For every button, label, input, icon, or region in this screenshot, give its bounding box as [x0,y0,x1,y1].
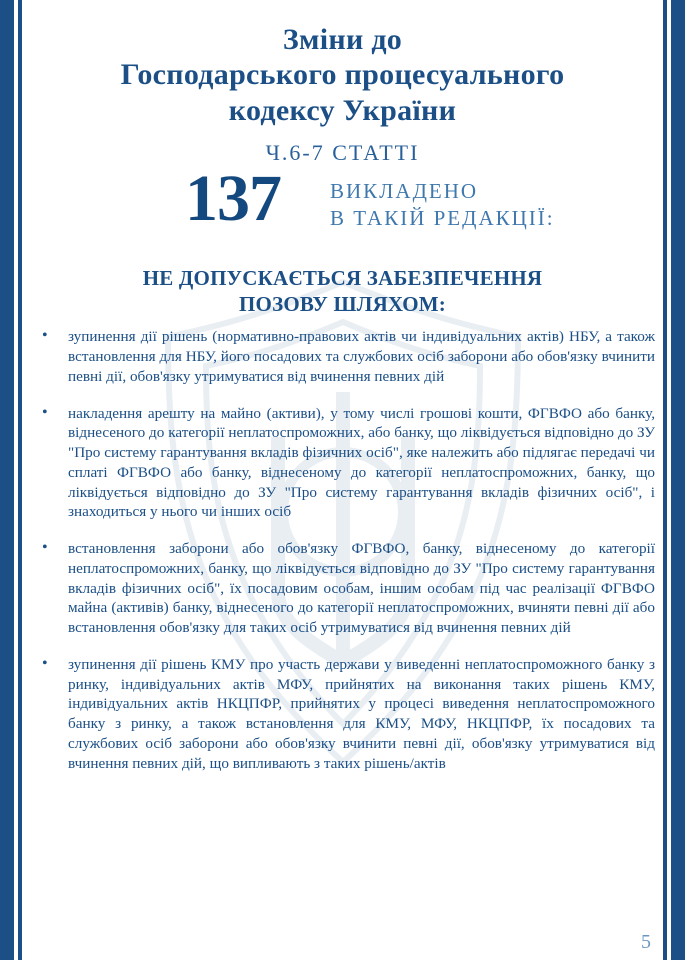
article-number: 137 [185,162,281,236]
provisions-list [30,327,655,773]
list-item: • зупинення дії рішень (нормативно-правових актів чи індивідуальних актів) НБУ, а також встановлення для НБУ, його посадових та службових осіб заборони або обов'язку вчинити певні дії, обов'язку утримуватися від вчинення певних дій [30,327,655,386]
right-border-bar-stripe [667,0,671,960]
list-item: • накладення арешту на майно (активи), у тому числі грошові кошти, ФГВФО або банку, віднесеного до категорії неплатоспроможних, або банку, що ліквідується відповідно до ЗУ "Про систему гарантування вкладів фізичних осіб", яке належить або підлягає передачі чи сплаті ФГВФО або банку, віднесеному до категорії неплатоспроможних, банку, що ліквідується відповідно до ЗУ "Про систему гарантування вкладів фізичних осіб", і знаходиться у нього чи інших осіб [30,404,655,523]
subtitle-line-2: ПОЗОВУ ШЛЯХОМ: [239,291,446,316]
article-reference-block [30,140,655,248]
section-subtitle [30,266,655,317]
subtitle-line-1: НЕ ДОПУСКАЄТЬСЯ ЗАБЕЗПЕЧЕННЯ [142,266,543,291]
list-item: • встановлення заборони або обов'язку ФГВФО, банку, віднесеному до категорії неплатоспроможних, банку, що ліквідується відповідно до ЗУ "Про систему гарантування вкладів фізичних осіб", їх посадовим особам, іншим особам під час реалізації ФГВФО майна (активів) банку, віднесеного до категорії неплатоспроможних, вчиняти певні дії або встановлення обов'язку для таких осіб утримуватися від вчинення певних дій [30,539,655,638]
page-title [30,22,655,128]
right-border-bar [663,0,685,960]
article-revision-line-2: В ТАКІЙ РЕДАКЦІЇ: [330,206,555,231]
article-label: Ч.6-7 СТАТТІ [265,140,420,166]
article-revision-line-1: ВИКЛАДЕНО [330,179,479,204]
left-border-bar-stripe [14,0,18,960]
document-content [30,0,655,790]
left-border-bar [0,0,22,960]
article-revision-note [330,178,555,232]
title-line-1: Зміни до [282,23,403,56]
page-number: 5 [641,931,651,953]
list-item: • зупинення дії рішень КМУ про участь держави у виведенні неплатоспроможного банку з ринку, індивідуальних актів МФУ, прийнятих на виконання таких рішень КМУ, індивідуальних актів НКЦПФР, прийнятих у процесі виведення неплатоспроможного банку з ринку, а також встановлення для КМУ, МФУ, НКЦПФР, їх посадових та службових осіб заборони або обов'язку вчинити певні дії, обов'язку утримуватися від вчинення певних дій, що випливають з таких рішень/актів [30,655,655,774]
title-line-2: Господарського процесуального [120,58,565,92]
title-line-3: кодексу України [228,93,457,127]
